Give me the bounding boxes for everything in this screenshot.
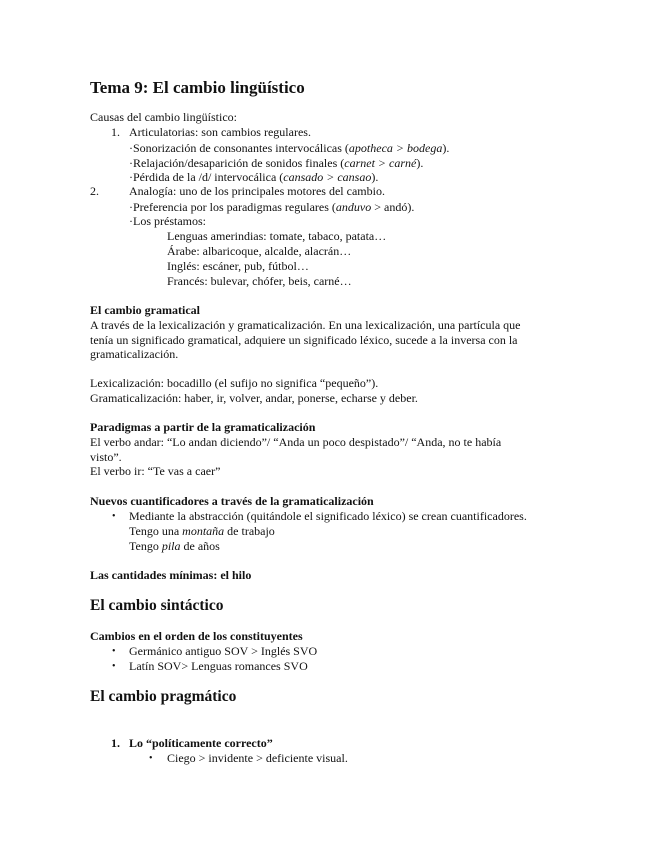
paradigms-line: El verbo andar: “Lo andan diciendo”/ “Anda un poco despistado”/ “Anda, no te había <box>90 435 502 449</box>
grammatical-paragraph-line: tenía un significado gramatical, adquiere un significado léxico, sucede a la inversa con la <box>90 333 518 347</box>
sub-item-d-loss: ·Pérdida de la /d/ intervocálica (cansado > cansao). <box>129 170 379 184</box>
pragmatic-item: Lo “políticamente correcto” <box>129 736 273 750</box>
paradigms-line: visto”. <box>90 450 122 464</box>
quantifier-example: Tengo pila de años <box>129 539 220 553</box>
sub-item-loans: ·Los préstamos: <box>129 214 206 228</box>
grammatical-paragraph-line: A través de la lexicalización y gramaticalización. En una lexicalización, una partícula que <box>90 318 521 332</box>
constituents-heading: Cambios en el orden de los constituyentes <box>90 629 303 643</box>
sub-item-relaxation: ·Relajación/desaparición de sonidos finales (carnet > carné). <box>129 156 424 170</box>
sub-item-sonorization: ·Sonorización de consonantes intervocálicas (apotheca > bodega). <box>129 141 450 155</box>
list-number: 1. <box>111 736 120 750</box>
quantifiers-heading: Nuevos cuantificadores a través de la gramaticalización <box>90 494 374 508</box>
pragmatic-sub-item: Ciego > invidente > deficiente visual. <box>167 751 348 765</box>
bullet: • <box>112 661 116 672</box>
list-number: 1. <box>111 125 120 139</box>
syntactic-item: Latín SOV> Lenguas romances SVO <box>129 659 308 673</box>
list-item-analogy: Analogía: uno de los principales motores del cambio. <box>129 184 385 198</box>
loan-amerindian: Lenguas amerindias: tomate, tabaco, patata… <box>167 229 387 243</box>
minimal-quantities-heading: Las cantidades mínimas: el hilo <box>90 568 252 582</box>
pragmatic-heading: El cambio pragmático <box>90 688 237 705</box>
causes-heading: Causas del cambio lingüístico: <box>90 110 237 124</box>
syntactic-item: Germánico antiguo SOV > Inglés SVO <box>129 644 318 658</box>
bullet: • <box>149 753 153 764</box>
paradigms-heading: Paradigmas a partir de la gramaticalización <box>90 420 316 434</box>
grammatical-paragraph-line: gramaticalización. <box>90 347 179 361</box>
list-item-articulatory: Articulatorias: son cambios regulares. <box>129 125 311 139</box>
loan-arabic: Árabe: albaricoque, alcalde, alacrán… <box>167 244 352 258</box>
loan-english: Inglés: escáner, pub, fútbol… <box>167 259 309 273</box>
bullet: • <box>112 511 116 522</box>
paradigms-line: El verbo ir: “Te vas a caer” <box>90 464 221 478</box>
list-number: 2. <box>90 184 99 198</box>
grammaticalization-line: Gramaticalización: haber, ir, volver, andar, ponerse, echarse y deber. <box>90 391 418 405</box>
quantifier-example: Tengo una montaña de trabajo <box>129 524 275 538</box>
grammatical-heading: El cambio gramatical <box>90 303 200 317</box>
bullet: • <box>112 646 116 657</box>
loan-french: Francés: bulevar, chófer, beis, carné… <box>167 274 352 288</box>
page-title: Tema 9: El cambio lingüístico <box>90 78 305 97</box>
lexicalization-line: Lexicalización: bocadillo (el sufijo no significa “pequeño”). <box>90 376 379 390</box>
syntactic-heading: El cambio sintáctico <box>90 597 224 614</box>
sub-item-regular-paradigms: ·Preferencia por los paradigmas regulares (anduvo > andó). <box>129 200 415 214</box>
quantifiers-item: Mediante la abstracción (quitándole el significado léxico) se crean cuantificadores. <box>129 509 527 523</box>
